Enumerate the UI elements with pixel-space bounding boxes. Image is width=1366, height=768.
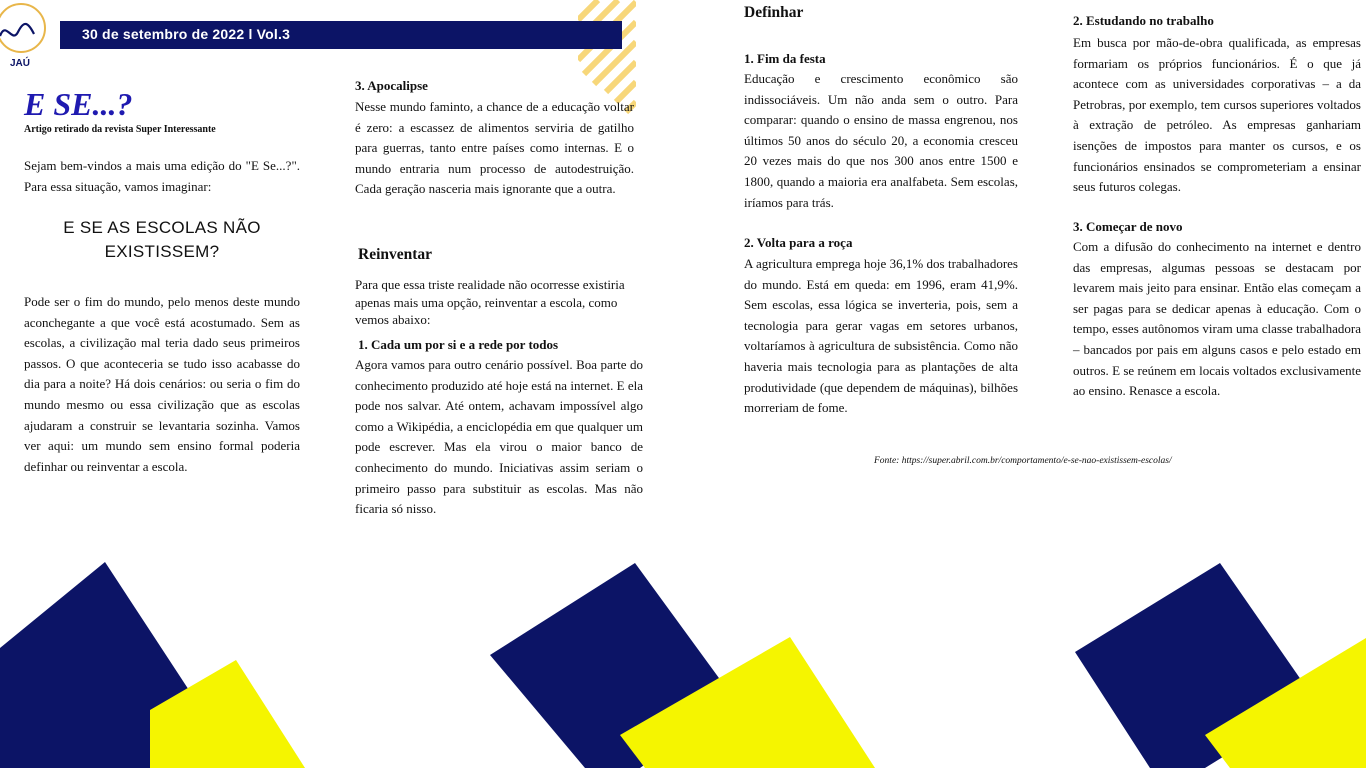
reinventar-heading: Reinventar	[358, 246, 433, 263]
page-title: E SE...?	[24, 86, 133, 122]
fim-da-festa-text: Educação e crescimento econômico são indissociáveis. Um não anda sem o outro. Para comparar: quando o ensino de massa engrenou, nos últimos 50 anos do século 20, a economia cresceu 20 vezes mais do que nos 300 anos entre 1500 e 1800, quando a maioria era analfabeta. Sem escolas, iríamos para trás.	[744, 71, 1018, 210]
volta-roca-heading: 2. Volta para a roça	[744, 235, 853, 250]
cada-um-text: Agora vamos para outro cenário possível. Boa parte do conhecimento produzido até hoje está na internet. E ela pode nos salvar. Até ontem, achavam impossível algo como a Wikipédia, a enciclopédia em que qualquer um pode escrever. Mas ela virou o maior banco de conhecimento do mundo. Iniciativas assim seriam o primeiro passo para substituir as escolas. Mas não ficaria só nisso.	[355, 357, 643, 517]
reinventar-text: Para que essa triste realidade não ocorresse existiria apenas mais uma opção, reinventar a escola, como vemos abaixo:	[355, 277, 625, 327]
yellow-square-right	[1205, 638, 1366, 768]
welcome-text: Sejam bem-vindos a mais uma edição do "E Se...?". Para essa situação, vamos imaginar:	[24, 158, 300, 194]
svg-text:JAÚ: JAÚ	[10, 58, 31, 69]
yellow-square-left	[150, 660, 305, 768]
header-date-volume: 30 de setembro de 2022 l Vol.3	[82, 26, 291, 42]
cada-um-heading: 1. Cada um por si e a rede por todos	[358, 337, 559, 352]
definhar-heading: Definhar	[744, 4, 804, 21]
intro-paragraph: Pode ser o fim do mundo, pelo menos deste mundo aconchegante a que você está acostumado. Sem as escolas, a civilização mal teria dado seus primeiros passos. O que aconteceria se tudo isso acabasse do dia para a noite? Há dois cenários: ou seria o fim do mundo mesmo ou essa civilização que as escolas ajudaram a construir se levantaria sozinha. Vamos ver aqui: um mundo sem ensino formal poderia definhar ou reinventar a escola.	[24, 294, 300, 474]
estudando-heading: 2. Estudando no trabalho	[1073, 13, 1214, 28]
jau-logo	[0, 0, 54, 70]
estudando-text: Em busca por mão-de-obra qualificada, as empresas formariam os próprios funcionários. É o que já acontece com as universidades corporativas – a da Petrobras, por exemplo, tem cursos superiores voltados à extração de petróleo. As empresas ganhariam isenções de impostos para manter os cursos, e os funcionários ensinados se comprometeriam a ensinar seus futuros colegas.	[1073, 35, 1361, 195]
source-link[interactable]: Fonte: https://super.abril.com.br/comportamento/e-se-nao-existissem-escolas/	[874, 456, 1172, 466]
apocalipse-text: Nesse mundo faminto, a chance de a educação voltar é zero: a escassez de alimentos serviria de gatilho para guerras, tanto entre países como internas. E o mundo entraria num processo de autodestruição. Cada geração nasceria mais ignorante que a outra.	[355, 99, 634, 197]
volta-roca-text: A agricultura emprega hoje 36,1% dos trabalhadores do mundo. Está em queda: em 1996, eram 41,9%. Sem escolas, essa lógica se inverteria, pois, sem a tecnologia para gerar vagas em setores urbanos, voltaríamos à agricultura de subsistência. Como não haveria mais tecnologia para as plantações de alta produtividade (que dependem de máquinas), bilhões morreriam de fome.	[744, 256, 1018, 416]
apocalipse-heading: 3. Apocalipse	[355, 78, 428, 93]
yellow-square-center	[620, 637, 875, 768]
article-source-note: Artigo retirado da revista Super Interessante	[24, 124, 216, 135]
fim-da-festa-heading: 1. Fim da festa	[744, 51, 826, 66]
main-question: E SE AS ESCOLAS NÃO EXISTISSEM?	[63, 218, 261, 261]
comecar-text: Com a difusão do conhecimento na internet e dentro das empresas, algumas pessoas se destacam por levarem mais jeito para ensinar. Então elas começam a ser pagas para se dedicar apenas à educação. Com o tempo, esses autônomos viram uma classe trabalhadora – bancados por pais em alguns casos e pelo estado em outros. E se reúnem em locais voltados exclusivamente ao ensino. Renasce a escola.	[1073, 239, 1361, 399]
navy-square-right	[1075, 563, 1315, 768]
navy-square-center	[490, 563, 735, 768]
navy-square-left	[0, 562, 240, 768]
comecar-heading: 3. Começar de novo	[1073, 219, 1183, 234]
